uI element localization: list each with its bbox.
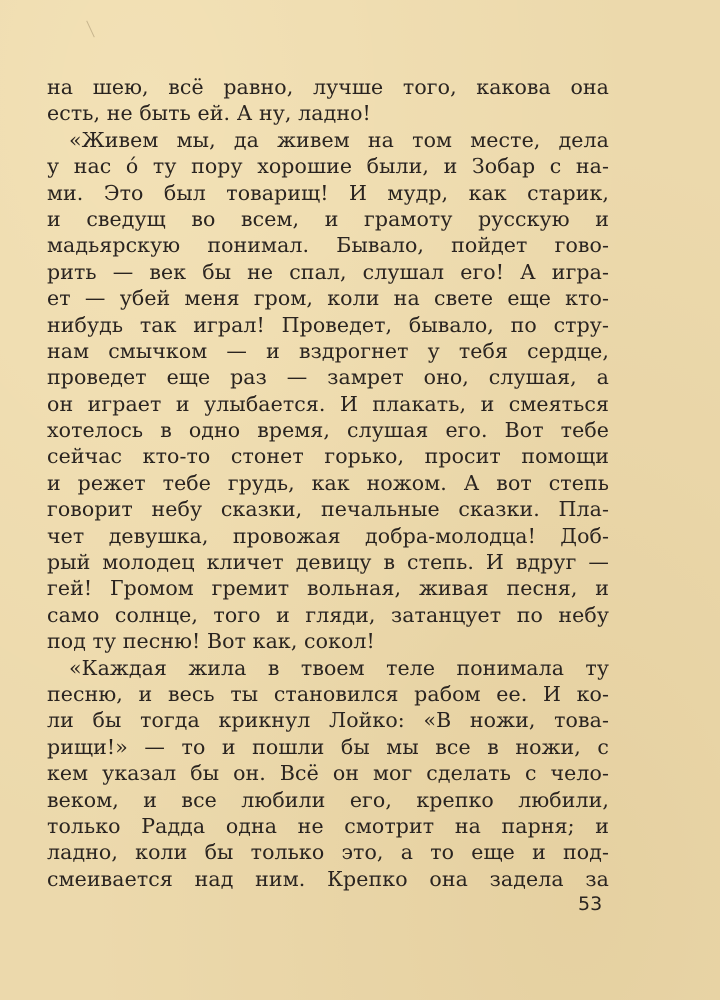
text-line: нибудь так играл! Проведет, бывало, по стру- (47, 312, 609, 337)
text-line: только Радда одна не смотрит на парня; и (47, 813, 609, 838)
text-line: говорит небу сказки, печальные сказки. Пла- (47, 497, 609, 522)
text-line: хотелось в одно время, слушая его. Вот тебе (47, 418, 609, 443)
text-line: он играет и улыбается. И плакать, и смеяться (47, 391, 609, 416)
text-line: рищи!» — то и пошли бы мы все в ножи, с (47, 734, 609, 759)
text-line: гей! Громом гремит вольная, живая песня, и (47, 576, 609, 601)
text-line: ми. Это был товарищ! И мудр, как старик, (47, 180, 609, 205)
text-line: есть, не быть ей. А ну, ладно! (47, 101, 371, 126)
text-line: проведет еще раз — замрет оно, слушая, а (47, 365, 609, 390)
text-line: нам смычком — и вздрогнет у тебя сердце, (47, 338, 609, 363)
text-line: и сведущ во всем, и грамоту русскую и (47, 206, 609, 231)
page-number: 53 (578, 893, 603, 915)
text-line: ли бы тогда крикнул Лойко: «В ножи, това- (47, 708, 609, 733)
text-line: веком, и все любили его, крепко любили, (47, 787, 609, 812)
text-line: на шею, всё равно, лучше того, какова она (47, 75, 609, 99)
paragraph-start-line: «Каждая жила в твоем теле понимала ту (69, 655, 609, 680)
text-line: и режет тебе грудь, как ножом. А вот степь (47, 470, 609, 495)
text-line: чет девушка, провожая добра-молодца! Доб- (47, 523, 609, 548)
text-line: под ту песню! Вот как, сокол! (47, 629, 375, 654)
text-line: мадьярскую понимал. Бывало, пойдет гово- (47, 233, 609, 258)
text-line: сейчас кто-то стонет горько, просит помощи (47, 444, 609, 469)
text-line: у нас ó ту пору хорошие были, и Зобар с на- (47, 154, 609, 179)
text-line: ет — убей меня гром, коли на свете еще кто- (47, 286, 609, 311)
text-line: рый молодец кличет девицу в степь. И вдруг — (47, 550, 609, 575)
text-line: смеивается над ним. Крепко она задела за (47, 866, 609, 891)
book-page-text (47, 74, 609, 892)
text-line: рить — век бы не спал, слушал его! А игра- (47, 259, 609, 284)
paragraph-start-line: «Живем мы, да живем на том месте, дела (69, 127, 609, 152)
text-line: песню, и весь ты становился рабом ее. И ко- (47, 681, 609, 706)
paper-scratch-mark (86, 21, 95, 38)
text-line: ладно, коли бы только это, а то еще и под- (47, 840, 609, 865)
text-line: кем указал бы он. Всё он мог сделать с чело- (47, 761, 609, 786)
text-line: само солнце, того и гляди, затанцует по небу (47, 602, 609, 627)
